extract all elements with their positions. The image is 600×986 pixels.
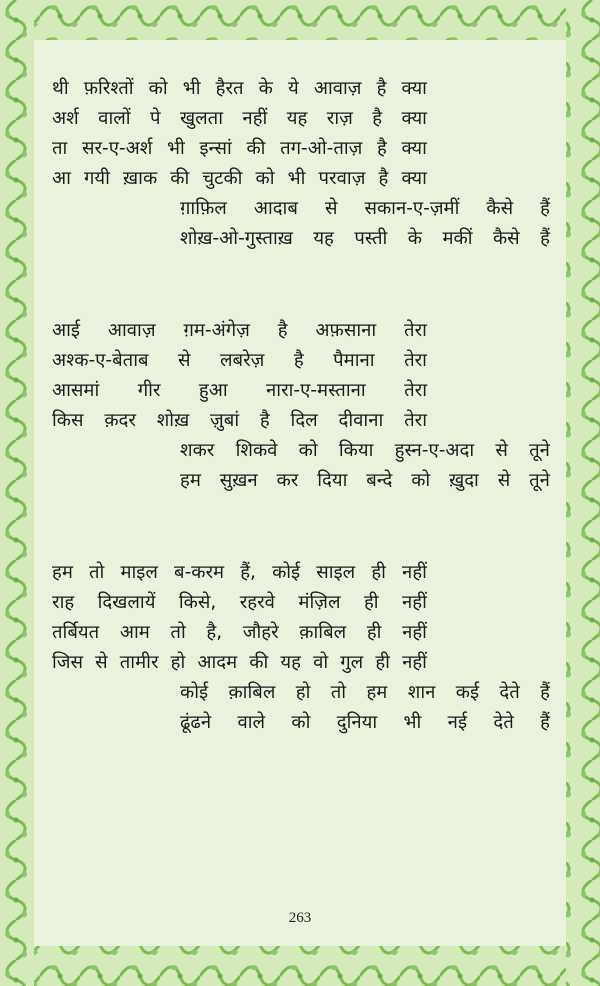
- verse-line: तर्बियत आम तो है, जौहरे क़ाबिल ही नहीं: [52, 622, 427, 643]
- couplet-line: कोई क़ाबिल हो तो हम शान कई देते हैं: [180, 682, 550, 703]
- couplet-line: ढूंढने वाले को दुनिया भी नई देते हैं: [180, 712, 550, 733]
- couplet-line: शोख़-ओ-गुस्ताख़ यह पस्ती के मकीं कैसे हैं: [180, 228, 550, 249]
- verse-line: अश्क-ए-बेताब से लबरेज़ है पैमाना तेरा: [52, 350, 427, 371]
- verse-line: अर्श वालों पे खुलता नहीं यह राज़ है क्या: [52, 108, 427, 129]
- verse-line: राह दिखलायें किसे, रहरवे मंज़िल ही नहीं: [52, 592, 427, 613]
- page-number: 263: [288, 910, 312, 926]
- couplet-line: शकर शिकवे को किया हुस्न-ए-अदा से तूने: [180, 440, 550, 461]
- stanza-2: [52, 316, 552, 496]
- verse-line: जिस से तामीर हो आदम की यह वो गुल ही नहीं: [52, 652, 427, 673]
- verse-line: थी फ़रिश्तों को भी हैरत के ये आवाज़ है क्या: [52, 78, 427, 99]
- stanza-3: [52, 558, 552, 738]
- couplet-line: हम सुख़न कर दिया बन्दे को ख़ुदा से तूने: [180, 470, 550, 491]
- verse-line: ता सर-ए-अर्श भी इन्सां की तग-ओ-ताज़ है क्या: [52, 138, 427, 159]
- verse-line: आई आवाज़ ग़म-अंगेज़ है अफ़साना तेरा: [52, 320, 427, 341]
- stanza-1: [52, 74, 552, 254]
- verse-line: आसमां गीर हुआ नारा-ए-मस्ताना तेरा: [52, 380, 427, 401]
- verse-line: आ गयी ख़ाक की चुटकी को भी परवाज़ है क्या: [52, 168, 427, 189]
- poem-content: [52, 74, 552, 800]
- verse-line: हम तो माइल ब-करम हैं, कोई साइल ही नहीं: [52, 562, 427, 583]
- couplet-line: ग़ाफ़िल आदाब से सकान-ए-ज़मीं कैसे हैं: [180, 198, 550, 219]
- verse-line: किस क़दर शोख़ ज़ुबां है दिल दीवाना तेरा: [52, 410, 427, 431]
